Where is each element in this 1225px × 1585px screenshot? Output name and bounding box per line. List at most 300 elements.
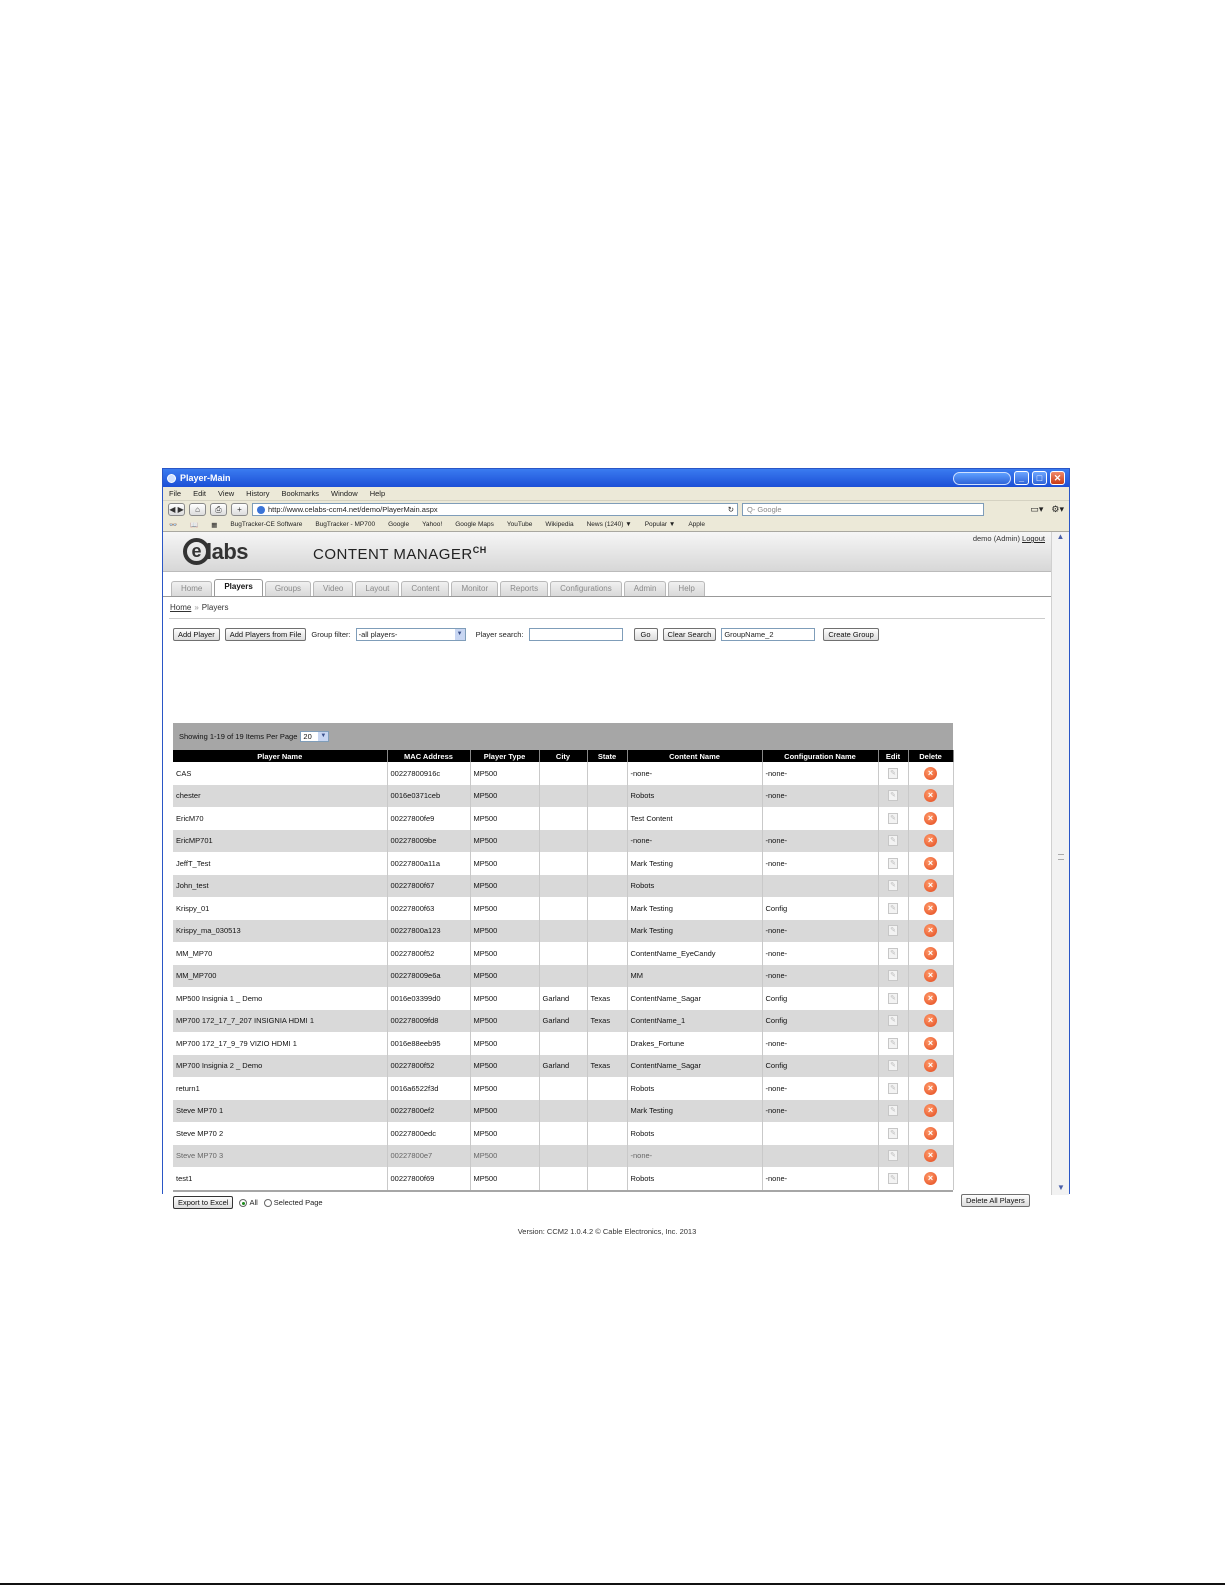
bookmark-item[interactable]: News (1240) ▼	[586, 521, 632, 528]
delete-cell	[908, 965, 953, 988]
edit-cell	[878, 785, 908, 808]
tab-admin[interactable]: Admin	[624, 581, 667, 596]
content-name-cell: ContentName_EyeCandy	[627, 942, 762, 965]
safari-icon	[167, 474, 176, 483]
player-type-cell: MP500	[470, 807, 539, 830]
bookmark-item[interactable]: YouTube	[506, 521, 533, 528]
edit-cell	[878, 1122, 908, 1145]
bookmark-item[interactable]: Google Maps	[455, 521, 494, 528]
tab-monitor[interactable]: Monitor	[451, 581, 498, 596]
edit-icon[interactable]: ✎	[888, 1128, 898, 1139]
tab-layout[interactable]: Layout	[355, 581, 399, 596]
player-type-cell: MP500	[470, 897, 539, 920]
mac-address-cell: 002278009e6a	[387, 965, 470, 988]
version-footer: Version: CCM2 1.0.4.2 © Cable Electronics, Inc. 2013	[517, 1227, 697, 1236]
edit-cell	[878, 875, 908, 898]
table-row	[173, 785, 953, 808]
table-row	[173, 1145, 953, 1168]
tab-home[interactable]: Home	[171, 581, 212, 596]
browser-window	[162, 468, 1070, 1236]
delete-cell	[908, 1145, 953, 1168]
menu-item-history[interactable]: History	[246, 489, 270, 498]
delete-cell	[908, 830, 953, 853]
delete-icon[interactable]: ×	[924, 789, 937, 802]
table-row	[173, 965, 953, 988]
city-cell: Garland	[539, 1055, 587, 1078]
export-to-excel-button[interactable]: Export to Excel	[173, 1196, 233, 1209]
tab-configurations[interactable]: Configurations	[550, 581, 622, 596]
app-header	[163, 532, 1051, 572]
player-type-cell: MP500	[470, 920, 539, 943]
delete-cell	[908, 785, 953, 808]
edit-icon[interactable]: ✎	[888, 1105, 898, 1116]
mac-address-cell: 00227800a11a	[387, 852, 470, 875]
state-cell	[587, 965, 627, 988]
delete-cell	[908, 942, 953, 965]
tab-groups[interactable]: Groups	[265, 581, 311, 596]
go-button[interactable]: Go	[634, 628, 658, 641]
player-name-cell: EricM70	[173, 807, 387, 830]
content-name-cell: Robots	[627, 785, 762, 808]
clear-search-button[interactable]: Clear Search	[663, 628, 717, 641]
player-name-cell: CAS	[173, 762, 387, 785]
players-grid	[173, 723, 953, 1192]
edit-cell	[878, 830, 908, 853]
delete-icon[interactable]: ×	[924, 812, 937, 825]
content-name-cell: -none-	[627, 762, 762, 785]
city-cell	[539, 852, 587, 875]
delete-icon[interactable]: ×	[924, 902, 937, 915]
content-name-cell: -none-	[627, 1145, 762, 1168]
content-name-cell: Test Content	[627, 807, 762, 830]
table-row	[173, 830, 953, 853]
player-type-cell: MP500	[470, 965, 539, 988]
city-cell: Garland	[539, 987, 587, 1010]
table-row	[173, 920, 953, 943]
configuration-name-cell: -none-	[762, 1077, 878, 1100]
state-cell	[587, 830, 627, 853]
player-type-cell: MP500	[470, 1077, 539, 1100]
book-icon[interactable]: 📖	[190, 521, 199, 529]
delete-icon[interactable]: ×	[924, 1127, 937, 1140]
delete-cell	[908, 1167, 953, 1190]
edit-icon[interactable]: ✎	[888, 1150, 898, 1161]
tab-players[interactable]: Players	[214, 579, 262, 596]
group-filter-value: -all players-	[358, 630, 398, 639]
column-header: Edit	[878, 750, 908, 762]
edit-cell	[878, 1010, 908, 1033]
city-cell	[539, 762, 587, 785]
city-cell	[539, 1122, 587, 1145]
mac-address-cell: 00227800e7	[387, 1145, 470, 1168]
reload-icon[interactable]: ↻	[727, 505, 734, 514]
state-cell: Texas	[587, 987, 627, 1010]
edit-icon[interactable]: ✎	[888, 790, 898, 801]
scroll-down-icon[interactable]: ▼	[1057, 1183, 1065, 1192]
edit-cell	[878, 897, 908, 920]
gear-icon[interactable]: ⚙▾	[1051, 504, 1064, 514]
content-name-cell: Robots	[627, 1077, 762, 1100]
city-cell: Garland	[539, 1010, 587, 1033]
content-name-cell: Drakes_Fortune	[627, 1032, 762, 1055]
nav-toolbar	[163, 501, 1069, 518]
table-row	[173, 1055, 953, 1078]
delete-icon[interactable]: ×	[924, 969, 937, 982]
column-header: MAC Address	[387, 750, 470, 762]
city-cell	[539, 830, 587, 853]
delete-icon[interactable]: ×	[924, 1082, 937, 1095]
mac-address-cell: 0016a6522f3d	[387, 1077, 470, 1100]
player-search-input[interactable]	[529, 628, 623, 641]
content-name-cell: ContentName_1	[627, 1010, 762, 1033]
state-cell	[587, 920, 627, 943]
configuration-name-cell	[762, 875, 878, 898]
close-button[interactable]: ✕	[1050, 471, 1065, 485]
player-name-cell: EricMP701	[173, 830, 387, 853]
logo-text: labs	[206, 538, 249, 564]
table-row	[173, 762, 953, 785]
radio-selected-label: Selected Page	[273, 1197, 323, 1207]
delete-all-players-button[interactable]: Delete All Players	[961, 1194, 1030, 1207]
player-type-cell: MP500	[470, 1010, 539, 1033]
configuration-name-cell: Config	[762, 1010, 878, 1033]
edit-cell	[878, 920, 908, 943]
delete-cell	[908, 920, 953, 943]
delete-cell	[908, 807, 953, 830]
configuration-name-cell: -none-	[762, 1100, 878, 1123]
table-body	[173, 762, 953, 1190]
radio-all-label: All	[249, 1197, 258, 1207]
google-search-field[interactable]: Q- Google	[742, 503, 984, 516]
player-type-cell: MP500	[470, 875, 539, 898]
player-type-cell: MP500	[470, 1032, 539, 1055]
state-cell	[587, 1167, 627, 1190]
tab-content[interactable]: Content	[401, 581, 449, 596]
pager-showing-text: Showing 1-19 of 19 Items Per Page	[179, 732, 298, 741]
user-name: demo (Admin)	[972, 534, 1020, 543]
delete-icon[interactable]: ×	[924, 1149, 937, 1162]
content-name-cell: Mark Testing	[627, 852, 762, 875]
players-table	[173, 750, 954, 1190]
edit-icon[interactable]: ✎	[888, 1173, 898, 1184]
mac-address-cell: 0016e03399d0	[387, 987, 470, 1010]
vertical-scrollbar[interactable]	[1051, 532, 1069, 1195]
delete-cell	[908, 897, 953, 920]
table-row	[173, 987, 953, 1010]
taskbar-pill[interactable]	[953, 472, 1011, 485]
celabs-logo	[183, 538, 248, 565]
edit-icon[interactable]: ✎	[888, 768, 898, 779]
chevron-down-icon: ▼	[318, 732, 328, 741]
menu-item-file[interactable]: File	[169, 489, 182, 498]
players-toolbar	[163, 619, 1051, 641]
window-title: Player-Main	[180, 473, 231, 483]
player-name-cell: MM_MP70	[173, 942, 387, 965]
player-name-cell: MM_MP700	[173, 965, 387, 988]
delete-icon[interactable]: ×	[924, 1104, 937, 1117]
edit-cell	[878, 762, 908, 785]
breadcrumb	[169, 597, 1045, 619]
mac-address-cell: 00227800a123	[387, 920, 470, 943]
edit-icon[interactable]: ✎	[888, 993, 898, 1004]
bookmark-item[interactable]: Google	[388, 521, 410, 528]
page-menu-icon[interactable]: ▭▾	[1030, 504, 1044, 514]
player-type-cell: MP500	[470, 785, 539, 808]
delete-cell	[908, 1032, 953, 1055]
player-type-cell: MP500	[470, 987, 539, 1010]
group-name-input[interactable]: GroupName_2	[721, 628, 815, 641]
scroll-up-icon[interactable]: ▲	[1056, 532, 1065, 541]
tab-video[interactable]: Video	[313, 581, 353, 596]
bookmarks-button[interactable]: ⌂	[189, 503, 206, 516]
configuration-name-cell: -none-	[762, 920, 878, 943]
delete-icon[interactable]: ×	[924, 1059, 937, 1072]
bookmark-item[interactable]: BugTracker - MP700	[315, 521, 376, 528]
main-tabs	[163, 577, 1051, 597]
player-type-cell: MP500	[470, 1055, 539, 1078]
table-header-row	[173, 750, 953, 762]
column-header: Delete	[908, 750, 953, 762]
player-name-cell: John_test	[173, 875, 387, 898]
delete-cell	[908, 1055, 953, 1078]
player-name-cell: MP700 Insignia 2 _ Demo	[173, 1055, 387, 1078]
radio-all[interactable]	[239, 1198, 257, 1207]
player-name-cell: Steve MP70 2	[173, 1122, 387, 1145]
title-bar	[163, 469, 1069, 487]
edit-icon[interactable]: ✎	[888, 1060, 898, 1071]
table-row	[173, 1077, 953, 1100]
edit-cell	[878, 1100, 908, 1123]
edit-icon[interactable]: ✎	[888, 970, 898, 981]
edit-icon[interactable]: ✎	[888, 813, 898, 824]
mac-address-cell: 00227800fe9	[387, 807, 470, 830]
edit-icon[interactable]: ✎	[888, 948, 898, 959]
edit-cell	[878, 852, 908, 875]
edit-icon[interactable]: ✎	[888, 1015, 898, 1026]
add-player-button[interactable]: Add Player	[173, 628, 220, 641]
table-row	[173, 897, 953, 920]
mac-address-cell: 00227800ef2	[387, 1100, 470, 1123]
state-cell	[587, 942, 627, 965]
edit-cell	[878, 1055, 908, 1078]
delete-cell	[908, 1010, 953, 1033]
table-row	[173, 1100, 953, 1123]
column-header: Player Name	[173, 750, 387, 762]
column-header: Content Name	[627, 750, 762, 762]
edit-icon[interactable]: ✎	[888, 925, 898, 936]
items-per-page-value: 20	[303, 732, 312, 741]
configuration-name-cell: Config	[762, 897, 878, 920]
player-name-cell: return1	[173, 1077, 387, 1100]
items-per-page-select[interactable]	[300, 731, 329, 742]
player-name-cell: Steve MP70 3	[173, 1145, 387, 1168]
menu-item-help[interactable]: Help	[369, 489, 386, 498]
state-cell	[587, 1100, 627, 1123]
edit-icon[interactable]: ✎	[888, 1083, 898, 1094]
configuration-name-cell: Config	[762, 1055, 878, 1078]
bookmark-item[interactable]: Yahoo!	[422, 521, 443, 528]
configuration-name-cell: Config	[762, 987, 878, 1010]
city-cell	[539, 920, 587, 943]
table-row	[173, 942, 953, 965]
configuration-name-cell: -none-	[762, 762, 878, 785]
group-filter-label: Group filter:	[311, 630, 351, 639]
delete-cell	[908, 762, 953, 785]
edit-cell	[878, 1077, 908, 1100]
edit-icon[interactable]: ✎	[888, 903, 898, 914]
configuration-name-cell: -none-	[762, 965, 878, 988]
delete-icon[interactable]: ×	[924, 1014, 937, 1027]
player-type-cell: MP500	[470, 852, 539, 875]
menu-item-bookmarks[interactable]: Bookmarks	[281, 489, 320, 498]
delete-cell	[908, 1122, 953, 1145]
bookmark-item[interactable]: Apple	[688, 521, 705, 528]
player-name-cell: Krispy_01	[173, 897, 387, 920]
player-name-cell: Krispy_ma_030513	[173, 920, 387, 943]
breadcrumb-current: Players	[201, 603, 229, 612]
group-filter-select[interactable]	[356, 628, 466, 641]
app-title-sup: CH	[472, 545, 487, 555]
edit-cell	[878, 942, 908, 965]
edit-cell	[878, 1167, 908, 1190]
city-cell	[539, 1100, 587, 1123]
mac-address-cell: 002278009fd8	[387, 1010, 470, 1033]
edit-icon[interactable]: ✎	[888, 1038, 898, 1049]
content-name-cell: Robots	[627, 875, 762, 898]
add-bookmark-button[interactable]: +	[231, 503, 248, 516]
bookmark-item[interactable]: Popular ▼	[644, 521, 676, 528]
bookmark-item[interactable]: Wikipedia	[545, 521, 574, 528]
edit-cell	[878, 807, 908, 830]
edit-cell	[878, 965, 908, 988]
minimize-button[interactable]: _	[1014, 471, 1029, 485]
grid-icon[interactable]: ▦	[211, 521, 218, 529]
state-cell	[587, 1032, 627, 1055]
city-cell	[539, 942, 587, 965]
configuration-name-cell: -none-	[762, 830, 878, 853]
state-cell	[587, 807, 627, 830]
configuration-name-cell: -none-	[762, 785, 878, 808]
delete-icon[interactable]: ×	[924, 879, 937, 892]
delete-icon[interactable]: ×	[924, 924, 937, 937]
city-cell	[539, 875, 587, 898]
state-cell	[587, 1077, 627, 1100]
globe-icon	[257, 506, 265, 514]
table-row	[173, 1122, 953, 1145]
delete-icon[interactable]: ×	[924, 767, 937, 780]
edit-icon[interactable]: ✎	[888, 835, 898, 846]
delete-cell	[908, 1100, 953, 1123]
mac-address-cell: 00227800f63	[387, 897, 470, 920]
mac-address-cell: 0016e88eeb95	[387, 1032, 470, 1055]
address-bar[interactable]	[252, 503, 738, 516]
player-name-cell: test1	[173, 1167, 387, 1190]
edit-icon[interactable]: ✎	[888, 858, 898, 869]
bookmarks-bar	[163, 518, 1069, 532]
table-row	[173, 807, 953, 830]
city-cell	[539, 1145, 587, 1168]
add-players-from-file-button[interactable]: Add Players from File	[225, 628, 307, 641]
radio-selected-page[interactable]	[264, 1198, 323, 1207]
delete-cell	[908, 875, 953, 898]
delete-icon[interactable]: ×	[924, 857, 937, 870]
player-type-cell: MP500	[470, 1145, 539, 1168]
player-type-cell: MP500	[470, 1100, 539, 1123]
grid-bottom-bar	[173, 1190, 953, 1192]
menu-item-view[interactable]: View	[218, 489, 235, 498]
table-row	[173, 852, 953, 875]
delete-cell	[908, 852, 953, 875]
table-row	[173, 1010, 953, 1033]
column-header: State	[587, 750, 627, 762]
back-button[interactable]: ◀ ▶	[169, 505, 184, 514]
configuration-name-cell	[762, 1145, 878, 1168]
city-cell	[539, 965, 587, 988]
maximize-button[interactable]: □	[1032, 471, 1047, 485]
column-header: Configuration Name	[762, 750, 878, 762]
mac-address-cell: 0016e0371ceb	[387, 785, 470, 808]
content-name-cell: Mark Testing	[627, 920, 762, 943]
radio-selected-dot	[264, 1199, 272, 1207]
city-cell	[539, 1167, 587, 1190]
city-cell	[539, 1077, 587, 1100]
configuration-name-cell	[762, 1122, 878, 1145]
city-cell	[539, 1032, 587, 1055]
tab-reports[interactable]: Reports	[500, 581, 548, 596]
content-name-cell: Mark Testing	[627, 897, 762, 920]
logout-link[interactable]: Logout	[1022, 534, 1045, 543]
bookmark-item[interactable]: BugTracker-CE Software	[230, 521, 303, 528]
table-row	[173, 875, 953, 898]
reader-icon[interactable]: 👓	[169, 521, 178, 529]
delete-icon[interactable]: ×	[924, 992, 937, 1005]
player-name-cell: MP700 172_17_9_79 VIZIO HDMI 1	[173, 1032, 387, 1055]
player-search-label: Player search:	[475, 630, 524, 639]
player-type-cell: MP500	[470, 1122, 539, 1145]
delete-icon[interactable]: ×	[924, 947, 937, 960]
menu-bar	[163, 487, 1069, 501]
state-cell	[587, 1145, 627, 1168]
delete-icon[interactable]: ×	[924, 834, 937, 847]
tab-help[interactable]: Help	[668, 581, 704, 596]
state-cell	[587, 897, 627, 920]
scroll-grip[interactable]	[1058, 854, 1064, 860]
state-cell: Texas	[587, 1055, 627, 1078]
breadcrumb-home-link[interactable]: Home	[170, 603, 192, 612]
player-name-cell: MP500 Insignia 1 _ Demo	[173, 987, 387, 1010]
mac-address-cell: 002278009be	[387, 830, 470, 853]
state-cell	[587, 785, 627, 808]
mac-address-cell: 00227800f52	[387, 1055, 470, 1078]
delete-icon[interactable]: ×	[924, 1172, 937, 1185]
create-group-button[interactable]: Create Group	[823, 628, 878, 641]
table-row	[173, 1167, 953, 1190]
menu-item-window[interactable]: Window	[331, 489, 358, 498]
menu-item-edit[interactable]: Edit	[193, 489, 207, 498]
delete-icon[interactable]: ×	[924, 1037, 937, 1050]
chevron-down-icon: ▼	[455, 629, 465, 640]
mac-address-cell: 00227800916c	[387, 762, 470, 785]
content-name-cell: Mark Testing	[627, 1100, 762, 1123]
player-name-cell: MP700 172_17_7_207 INSIGNIA HDMI 1	[173, 1010, 387, 1033]
content-name-cell: ContentName_Sagar	[627, 987, 762, 1010]
configuration-name-cell	[762, 807, 878, 830]
edit-icon[interactable]: ✎	[888, 880, 898, 891]
table-row	[173, 1032, 953, 1055]
city-cell	[539, 785, 587, 808]
print-button[interactable]: ⎙	[210, 503, 227, 516]
state-cell	[587, 1122, 627, 1145]
